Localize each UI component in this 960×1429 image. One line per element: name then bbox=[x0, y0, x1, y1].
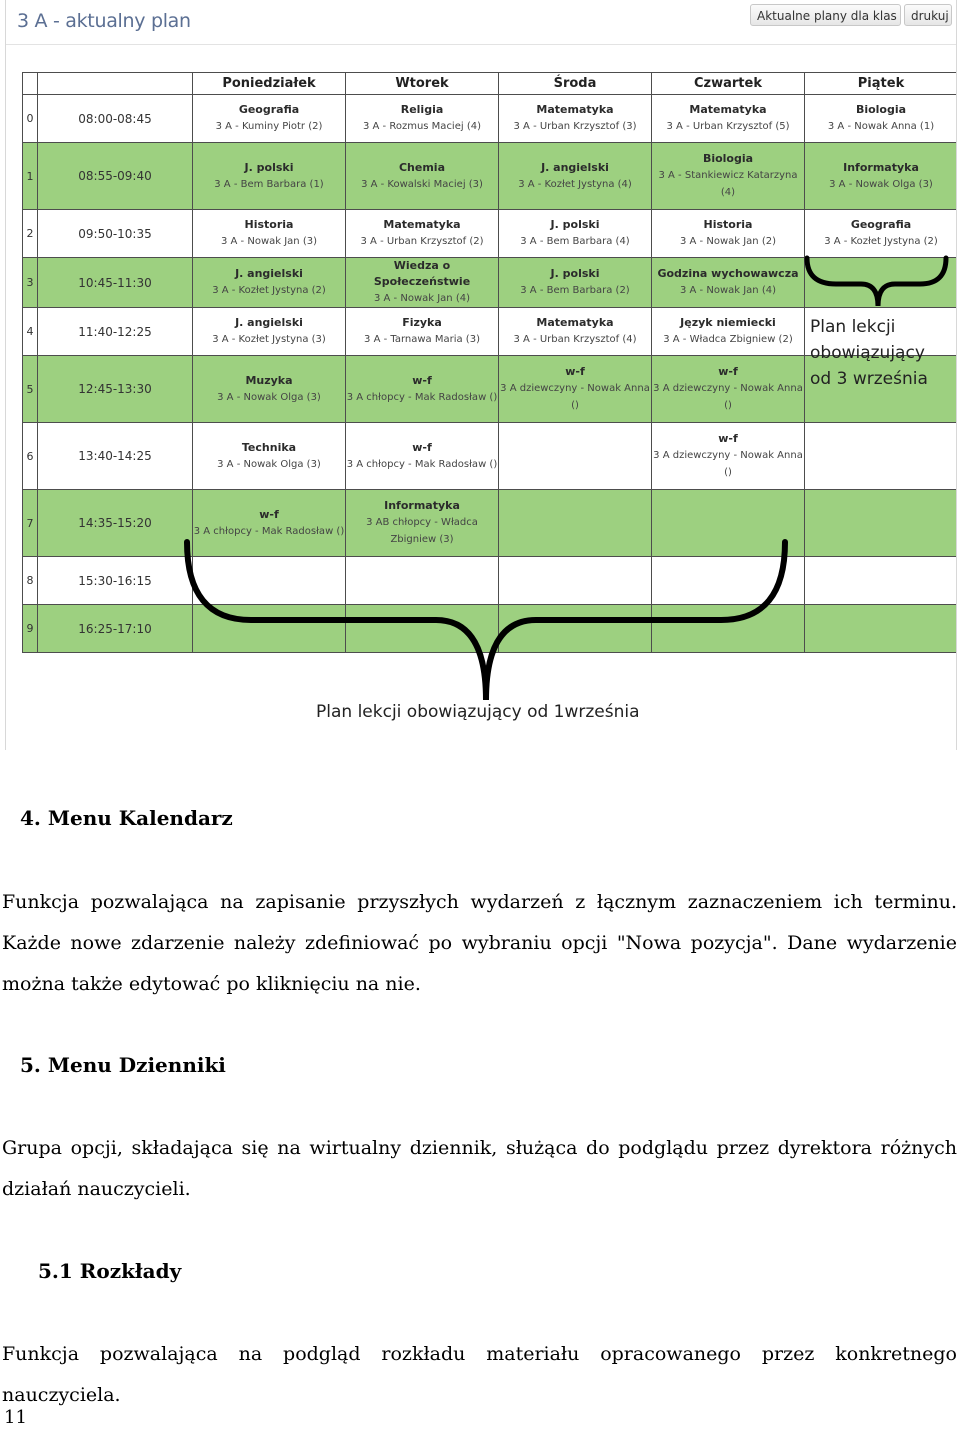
lesson-details: 3 A - Urban Krzysztof (5) bbox=[666, 121, 790, 132]
lesson-details: 3 A - Rozmus Maciej (4) bbox=[363, 121, 481, 132]
lesson-cell[interactable] bbox=[499, 143, 652, 210]
timetable-row bbox=[23, 95, 958, 143]
lesson-details: 3 A - Bem Barbara (4) bbox=[520, 236, 630, 247]
lesson-details: 3 A dziewczyny - Nowak Anna () bbox=[653, 383, 803, 411]
lesson-time: 15:30-16:15 bbox=[38, 557, 193, 605]
lesson-details: 3 A - Kozłet Jystyna (3) bbox=[212, 334, 326, 345]
lesson-time: 14:35-15:20 bbox=[38, 490, 193, 557]
lesson-cell bbox=[652, 557, 805, 605]
lesson-subject: Matematyka bbox=[536, 316, 614, 329]
lesson-cell[interactable] bbox=[652, 95, 805, 143]
lesson-subject: Fizyka bbox=[402, 316, 442, 329]
lesson-cell[interactable] bbox=[652, 423, 805, 490]
lesson-subject: Informatyka bbox=[384, 499, 460, 512]
lesson-subject: J. angielski bbox=[541, 160, 609, 174]
lesson-time: 08:55-09:40 bbox=[38, 143, 193, 210]
lesson-cell bbox=[652, 490, 805, 557]
lesson-details: 3 A chłopcy - Mak Radosław () bbox=[193, 525, 345, 537]
lesson-cell[interactable] bbox=[346, 490, 499, 557]
lesson-time: 12:45-13:30 bbox=[38, 356, 193, 423]
lesson-details: 3 A - Kuminy Piotr (2) bbox=[215, 121, 323, 132]
lesson-time: 11:40-12:25 bbox=[38, 308, 193, 356]
lesson-time: 16:25-17:10 bbox=[38, 605, 193, 653]
page-number: 11 bbox=[4, 1407, 27, 1428]
lesson-cell[interactable] bbox=[499, 95, 652, 143]
right-brace-label: Plan lekcji obowiązujący od 3 września bbox=[810, 317, 928, 389]
lesson-subject: Historia bbox=[703, 218, 753, 231]
lesson-details: 3 A chłopcy - Mak Radosław () bbox=[346, 391, 498, 403]
lesson-number: 8 bbox=[23, 557, 38, 605]
lesson-number: 0 bbox=[23, 95, 38, 143]
lesson-subject: J. angielski bbox=[235, 316, 303, 329]
lesson-subject: Geografia bbox=[238, 103, 300, 116]
lesson-cell bbox=[499, 605, 652, 653]
lesson-number: 9 bbox=[23, 605, 38, 653]
lesson-number: 1 bbox=[23, 143, 38, 210]
lesson-subject: Biologia bbox=[855, 103, 907, 116]
header-day: Poniedziałek bbox=[193, 73, 346, 95]
section-5-text: Grupa opcji, składająca się na wirtualny dziennik, służąca do podglądu przez dyrektora różnych działań nauczycieli. bbox=[2, 1137, 957, 1200]
lesson-details: 3 A dziewczyny - Nowak Anna () bbox=[653, 450, 803, 478]
lesson-cell[interactable] bbox=[805, 143, 958, 210]
lesson-subject: Matematyka bbox=[536, 103, 614, 116]
header-day: Piątek bbox=[805, 73, 958, 95]
lesson-cell[interactable] bbox=[346, 210, 499, 258]
lesson-details: 3 A - Urban Krzysztof (4) bbox=[513, 334, 637, 345]
lesson-subject: w-f bbox=[565, 365, 585, 378]
lesson-cell[interactable] bbox=[499, 308, 652, 356]
lesson-cell bbox=[193, 605, 346, 653]
lesson-cell[interactable] bbox=[193, 143, 346, 210]
lesson-details: 3 A - Władca Zbigniew (2) bbox=[663, 334, 793, 345]
lesson-cell[interactable] bbox=[193, 423, 346, 490]
lesson-number: 3 bbox=[23, 258, 38, 308]
bottom-brace-label: Plan lekcji obowiązujący od 1września bbox=[316, 702, 640, 722]
header-num bbox=[23, 73, 38, 95]
lesson-subject: Technika bbox=[241, 440, 297, 454]
lesson-cell bbox=[805, 258, 958, 308]
lesson-details: 3 A - Nowak Olga (3) bbox=[829, 178, 933, 190]
lesson-details: 3 A - Kozłet Jystyna (2) bbox=[824, 236, 938, 247]
header-day: Środa bbox=[499, 73, 652, 95]
lesson-cell bbox=[499, 557, 652, 605]
lesson-cell bbox=[499, 423, 652, 490]
lesson-subject: w-f bbox=[412, 373, 432, 387]
timetable-row bbox=[23, 143, 958, 210]
lesson-cell bbox=[499, 490, 652, 557]
header-day: Czwartek bbox=[652, 73, 805, 95]
lesson-subject: w-f bbox=[259, 507, 279, 521]
timetable-row bbox=[23, 423, 958, 490]
timetable-row bbox=[23, 210, 958, 258]
lesson-cell bbox=[346, 557, 499, 605]
lesson-time: 08:00-08:45 bbox=[38, 95, 193, 143]
lesson-number: 4 bbox=[23, 308, 38, 356]
lesson-details: 3 A - Nowak Olga (3) bbox=[217, 391, 321, 403]
lesson-cell bbox=[805, 605, 958, 653]
lesson-subject: Religia bbox=[400, 103, 444, 116]
lesson-number: 2 bbox=[23, 210, 38, 258]
lesson-subject: Matematyka bbox=[689, 103, 767, 116]
section-4-heading: 4. Menu Kalendarz bbox=[20, 806, 233, 830]
timetable-row bbox=[23, 605, 958, 653]
header-day: Wtorek bbox=[346, 73, 499, 95]
lesson-cell bbox=[805, 557, 958, 605]
lesson-details: 3 A - Kozłet Jystyna (4) bbox=[518, 178, 632, 190]
lesson-cell[interactable] bbox=[805, 210, 958, 258]
lesson-details: 3 A - Bem Barbara (1) bbox=[214, 178, 324, 190]
lesson-subject: Informatyka bbox=[843, 160, 919, 174]
lesson-details: 3 A - Kozłet Jystyna (2) bbox=[212, 285, 326, 296]
lesson-details: 3 A - Stankiewicz Katarzyna (4) bbox=[658, 170, 798, 198]
lesson-cell bbox=[193, 557, 346, 605]
timetable-row bbox=[23, 557, 958, 605]
section-5-heading: 5. Menu Dzienniki bbox=[20, 1053, 226, 1077]
section-4-text: Funkcja pozwalająca na zapisanie przyszłych wydarzeń z łącznym zaznaczeniem ich terminu. Każde nowe zdarzenie należy zdefiniować po wybraniu opcji "Nowa pozycja". Dane wydarzenie można także edytować po kliknięciu na nie. bbox=[2, 891, 957, 995]
header-time bbox=[38, 73, 193, 95]
lesson-number: 6 bbox=[23, 423, 38, 490]
lesson-cell[interactable] bbox=[652, 258, 805, 308]
lesson-cell[interactable] bbox=[193, 490, 346, 557]
lesson-subject: Godzina wychowawcza bbox=[657, 267, 799, 280]
lesson-details: 3 A dziewczyny - Nowak Anna () bbox=[500, 383, 650, 411]
lesson-details: 3 A - Urban Krzysztof (3) bbox=[513, 121, 637, 132]
lesson-subject: Wiedza o Społeczeństwie bbox=[373, 259, 471, 288]
lesson-cell[interactable] bbox=[346, 95, 499, 143]
timetable-row bbox=[23, 258, 958, 308]
section-5-1-text: Funkcja pozwalająca na podgląd rozkładu materiału opracowanego przez konkretnego nauczyciela. bbox=[2, 1343, 957, 1406]
lesson-cell[interactable] bbox=[346, 308, 499, 356]
lesson-cell[interactable] bbox=[499, 258, 652, 308]
lesson-subject: w-f bbox=[718, 432, 738, 445]
lesson-subject: Geografia bbox=[850, 218, 912, 231]
timetable-row bbox=[23, 490, 958, 557]
lesson-time: 10:45-11:30 bbox=[38, 258, 193, 308]
lesson-time: 13:40-14:25 bbox=[38, 423, 193, 490]
lesson-subject: Chemia bbox=[398, 160, 446, 174]
section-5-1-heading: 5.1 Rozkłady bbox=[38, 1259, 182, 1283]
lesson-details: 3 A - Urban Krzysztof (2) bbox=[360, 236, 484, 247]
lesson-subject: Język niemiecki bbox=[680, 316, 776, 329]
lesson-details: 3 AB chłopcy - Władca Zbigniew (3) bbox=[366, 517, 478, 545]
lesson-details: 3 A - Tarnawa Maria (3) bbox=[364, 334, 480, 345]
lesson-details: 3 A - Nowak Jan (4) bbox=[374, 293, 470, 304]
lesson-subject: J. polski bbox=[550, 218, 600, 231]
lesson-cell[interactable] bbox=[652, 210, 805, 258]
lesson-cell[interactable] bbox=[193, 95, 346, 143]
lesson-cell[interactable] bbox=[346, 356, 499, 423]
lesson-cell[interactable] bbox=[805, 95, 958, 143]
lesson-cell bbox=[805, 490, 958, 557]
lesson-subject: J. angielski bbox=[235, 267, 303, 280]
lesson-cell[interactable] bbox=[193, 308, 346, 356]
lesson-cell bbox=[652, 605, 805, 653]
lesson-details: 3 A - Kowalski Maciej (3) bbox=[361, 178, 483, 190]
lesson-subject: w-f bbox=[412, 440, 432, 454]
page-title: 3 A - aktualny plan bbox=[17, 10, 191, 32]
lesson-cell[interactable] bbox=[346, 258, 499, 308]
lesson-cell[interactable] bbox=[652, 308, 805, 356]
lesson-cell bbox=[805, 423, 958, 490]
lesson-subject: Historia bbox=[244, 218, 294, 231]
lesson-cell[interactable] bbox=[346, 143, 499, 210]
lesson-subject: Matematyka bbox=[383, 218, 461, 231]
lesson-subject: Muzyka bbox=[245, 373, 293, 387]
lesson-time: 09:50-10:35 bbox=[38, 210, 193, 258]
lesson-subject: J. polski bbox=[550, 267, 600, 280]
lesson-subject: J. polski bbox=[244, 160, 294, 174]
lesson-cell[interactable] bbox=[346, 423, 499, 490]
lesson-cell[interactable] bbox=[652, 143, 805, 210]
lesson-details: 3 A - Nowak Jan (2) bbox=[680, 236, 776, 247]
lesson-cell[interactable] bbox=[193, 258, 346, 308]
lesson-number: 7 bbox=[23, 490, 38, 557]
header-divider bbox=[6, 44, 956, 45]
timetable-screenshot bbox=[5, 0, 957, 750]
lesson-details: 3 A - Nowak Jan (3) bbox=[221, 236, 317, 247]
lesson-cell[interactable] bbox=[193, 210, 346, 258]
print-button[interactable]: drukuj bbox=[904, 4, 952, 26]
lesson-subject: Biologia bbox=[702, 152, 754, 165]
lesson-cell[interactable] bbox=[652, 356, 805, 423]
lesson-subject: w-f bbox=[718, 365, 738, 378]
class-plans-button[interactable]: Aktualne plany dla klas bbox=[750, 4, 901, 26]
lesson-cell[interactable] bbox=[499, 356, 652, 423]
lesson-number: 5 bbox=[23, 356, 38, 423]
lesson-details: 3 A - Bem Barbara (2) bbox=[520, 285, 630, 296]
timetable-header-row bbox=[23, 73, 958, 95]
lesson-cell[interactable] bbox=[193, 356, 346, 423]
lesson-cell[interactable] bbox=[499, 210, 652, 258]
lesson-details: 3 A - Nowak Anna (1) bbox=[827, 121, 935, 132]
lesson-details: 3 A - Nowak Jan (4) bbox=[680, 285, 776, 296]
lesson-details: 3 A - Nowak Olga (3) bbox=[217, 458, 321, 470]
lesson-cell bbox=[346, 605, 499, 653]
lesson-details: 3 A chłopcy - Mak Radosław () bbox=[346, 458, 498, 470]
